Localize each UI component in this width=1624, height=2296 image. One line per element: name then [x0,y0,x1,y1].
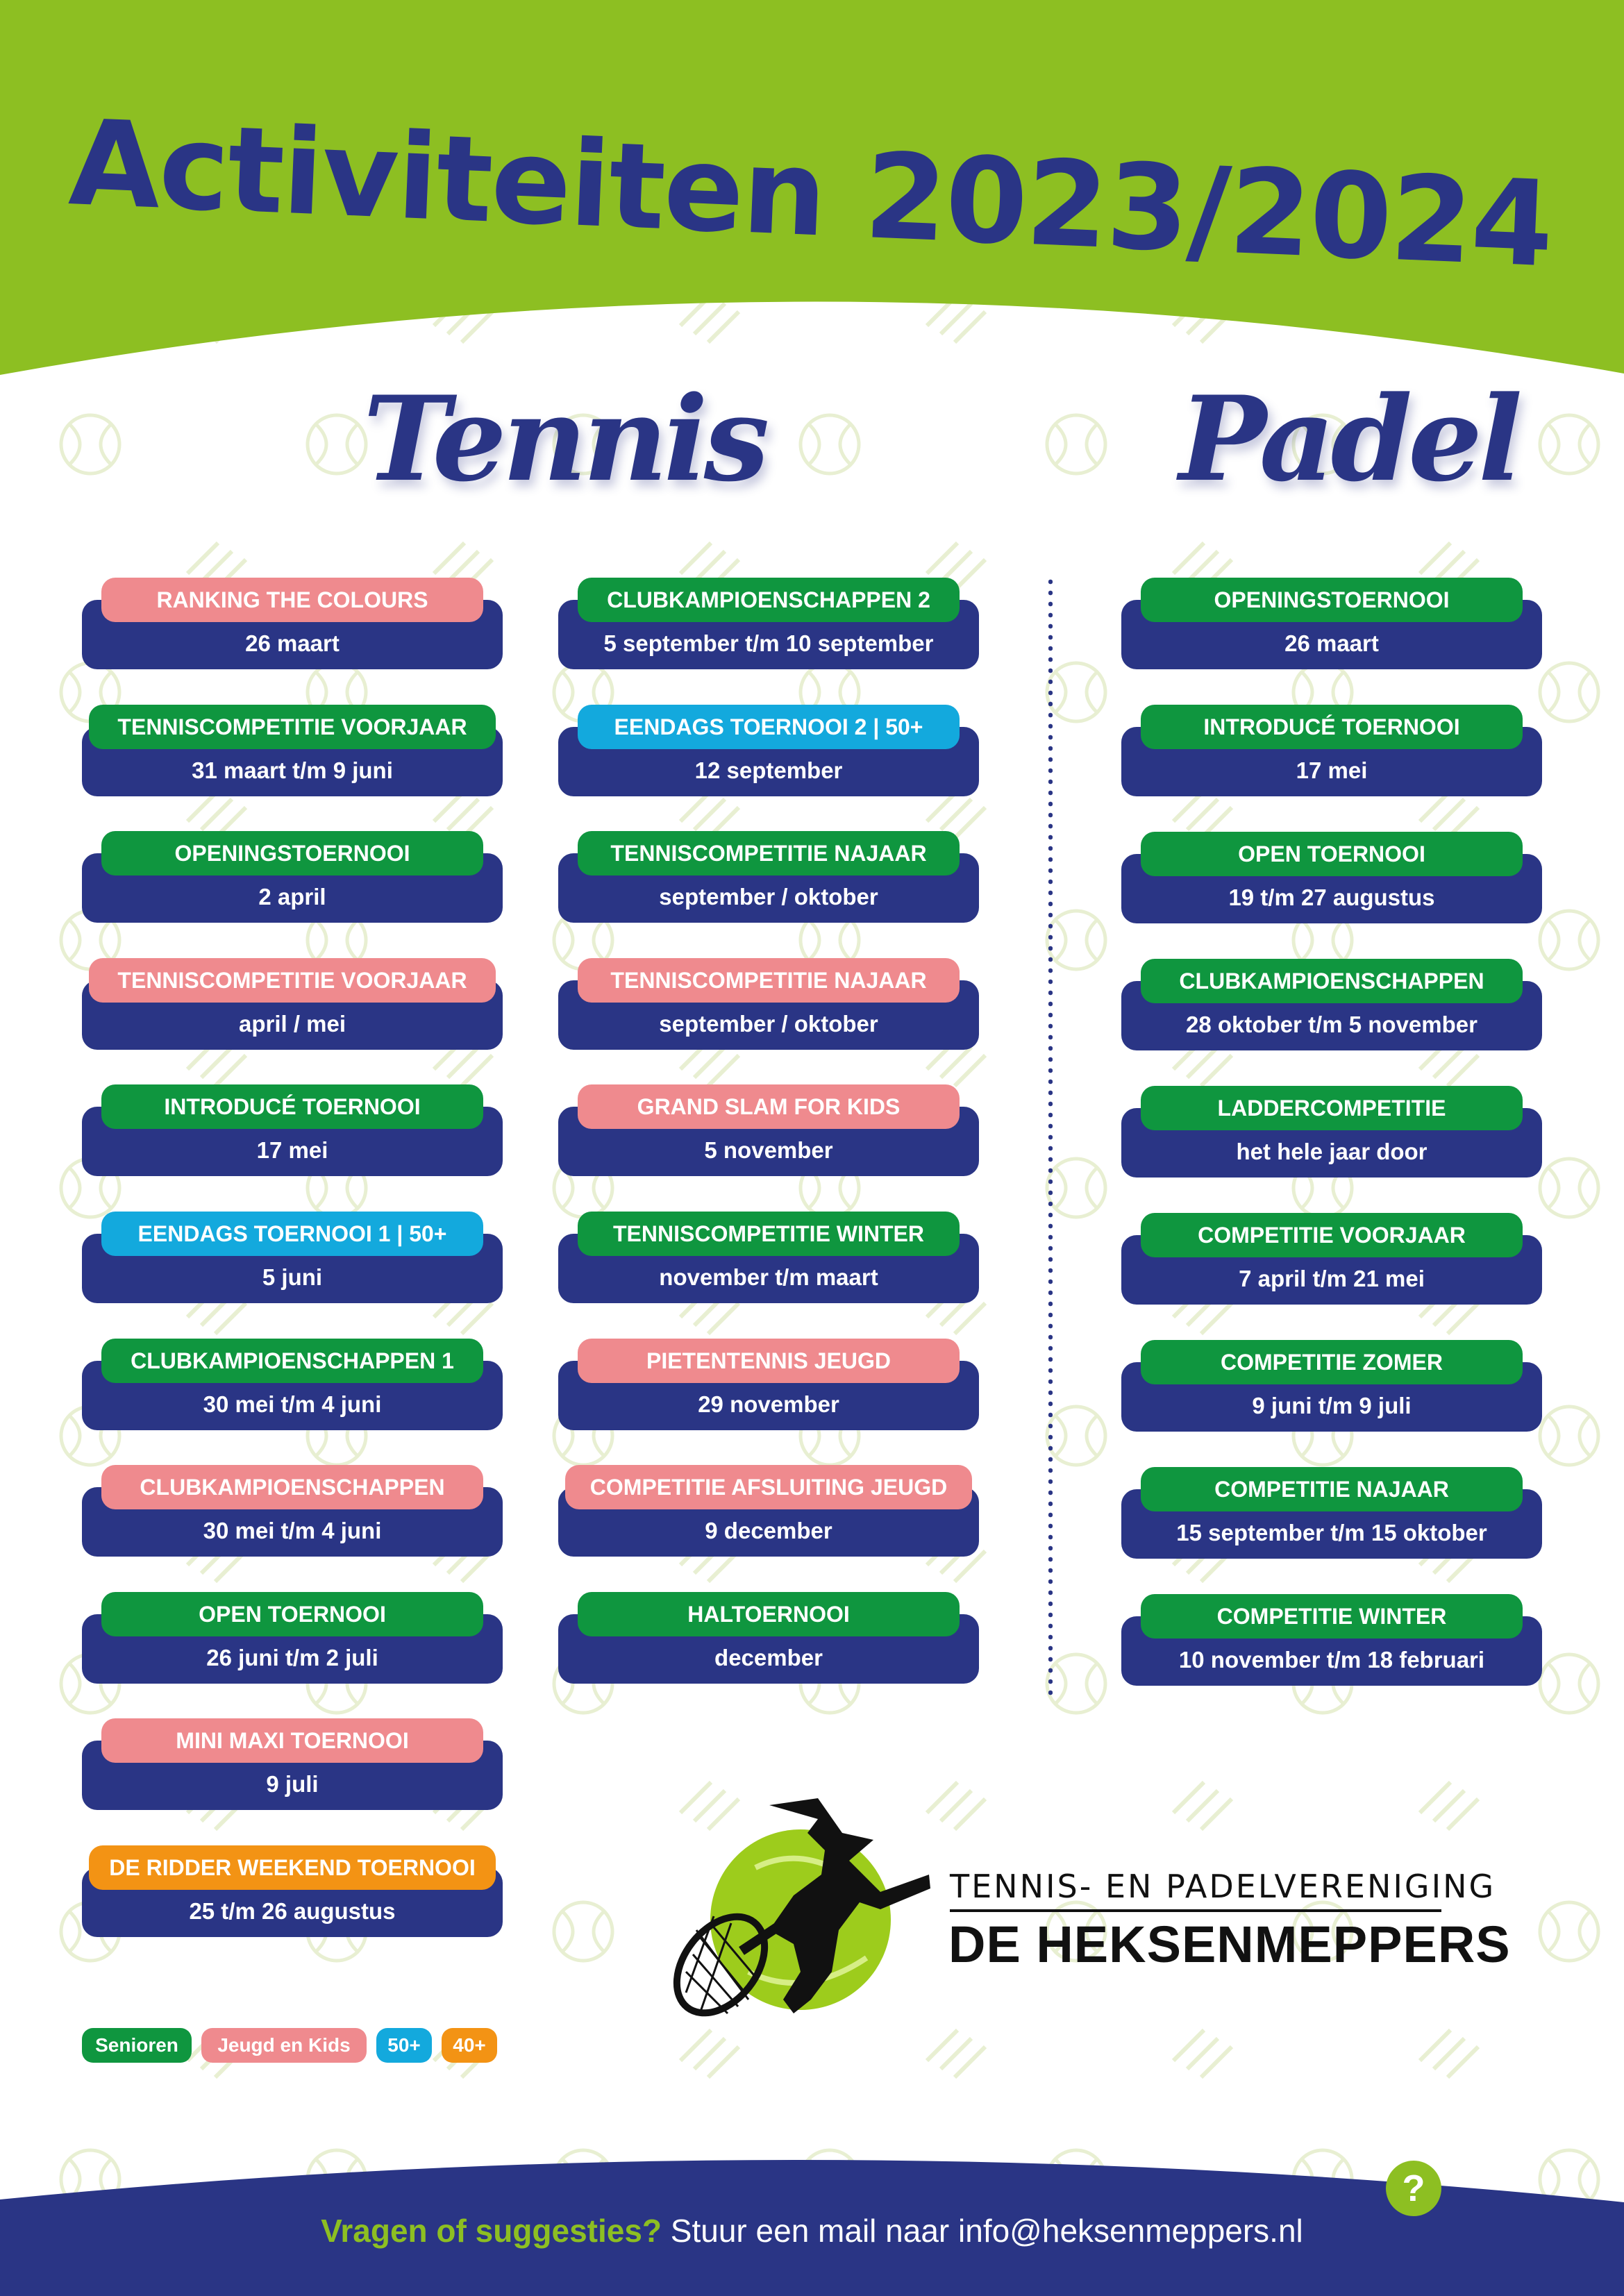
activity-card [82,1845,503,1938]
activity-date: 10 november t/m 18 februari [1121,1616,1542,1686]
activity-card [1121,1340,1542,1433]
activity-name: OPENINGSTOERNOOI [1141,578,1523,622]
activity-card [82,1084,503,1178]
activity-name: LADDERCOMPETITIE [1141,1086,1523,1130]
activity-name: OPENINGSTOERNOOI [101,831,483,875]
padel-heading: Padel [1179,370,1518,508]
activity-date: 5 november [558,1107,979,1176]
activity-date: 9 juli [82,1741,503,1810]
activity-name: DE RIDDER WEEKEND TOERNOOI [89,1845,496,1890]
activity-card [1121,1213,1542,1306]
activity-date: 17 mei [82,1107,503,1176]
activity-name: COMPETITIE ZOMER [1141,1340,1523,1384]
activity-name: TENNISCOMPETITIE WINTER [578,1212,960,1256]
activity-date: september / oktober [558,980,979,1050]
activity-date: november t/m maart [558,1234,979,1303]
activity-card [82,1592,503,1685]
activity-date: 7 april t/m 21 mei [1121,1235,1542,1305]
tennis-heading: Tennis [363,370,766,508]
brand-tagline: TENNIS- EN PADELVERENIGING [950,1868,1496,1905]
page-title: Activiteiten 2023/2024 [66,94,1555,294]
activity-card [558,705,979,798]
activity-name: TENNISCOMPETITIE VOORJAAR [89,705,496,749]
activity-date: 29 november [558,1361,979,1430]
activity-date: 12 september [558,727,979,796]
activity-date: 31 maart t/m 9 juni [82,727,503,796]
activity-card [558,578,979,671]
activity-name: INTRODUCÉ TOERNOOI [1141,705,1523,749]
activity-date: 15 september t/m 15 oktober [1121,1489,1542,1559]
activity-card [1121,1086,1542,1179]
activity-date: 9 december [558,1487,979,1557]
activity-name: CLUBKAMPIOENSCHAPPEN 2 [578,578,960,622]
activity-date: september / oktober [558,853,979,923]
activity-card [558,831,979,924]
activity-card [82,1465,503,1558]
activity-name: PIETENTENNIS JEUGD [578,1339,960,1383]
activity-name: INTRODUCÉ TOERNOOI [101,1084,483,1129]
activity-name: COMPETITIE WINTER [1141,1594,1523,1639]
activity-name: TENNISCOMPETITIE VOORJAAR [89,958,496,1003]
activity-date: december [558,1614,979,1684]
activity-date: 26 juni t/m 2 juli [82,1614,503,1684]
activity-name: TENNISCOMPETITIE NAJAAR [578,831,960,875]
activity-name: RANKING THE COLOURS [101,578,483,622]
footer-text [0,2212,1624,2249]
legend-item: Senioren [82,2028,192,2063]
activity-card [1121,959,1542,1052]
legend-item: 40+ [442,2028,497,2063]
brand-name: DE HEKSENMEPPERS [948,1916,1511,1973]
legend-item: 50+ [376,2028,432,2063]
activity-date: 5 juni [82,1234,503,1303]
activity-card [1121,705,1542,798]
activity-name: MINI MAXI TOERNOOI [101,1718,483,1763]
activity-date: 28 oktober t/m 5 november [1121,981,1542,1050]
activity-card [1121,832,1542,925]
activity-date: 26 maart [82,600,503,669]
activity-card [82,958,503,1051]
activity-card [1121,1467,1542,1560]
question-badge: ? [1386,2161,1441,2216]
activity-date: 5 september t/m 10 september [558,600,979,669]
activity-date: 30 mei t/m 4 juni [82,1487,503,1557]
activity-name: CLUBKAMPIOENSCHAPPEN 1 [101,1339,483,1383]
activity-card [82,831,503,924]
activity-name: HALTOERNOOI [578,1592,960,1636]
activity-date: het hele jaar door [1121,1108,1542,1178]
activity-date: 25 t/m 26 augustus [82,1868,503,1937]
footer-question: Vragen of suggesties? [321,2213,662,2249]
brand-divider [950,1909,1441,1912]
activity-name: COMPETITIE VOORJAAR [1141,1213,1523,1257]
activity-card [82,1718,503,1811]
activity-card [82,1339,503,1432]
activity-date: 30 mei t/m 4 juni [82,1361,503,1430]
activity-date: 9 juni t/m 9 juli [1121,1362,1542,1432]
activity-name: CLUBKAMPIOENSCHAPPEN [1141,959,1523,1003]
activity-name: COMPETITIE NAJAAR [1141,1467,1523,1511]
activity-card [558,958,979,1051]
activity-card [558,1212,979,1305]
activity-name: EENDAGS TOERNOOI 1 | 50+ [101,1212,483,1256]
witch-logo-icon [672,1791,936,2027]
legend-item: Jeugd en Kids [201,2028,367,2063]
activity-date: 2 april [82,853,503,923]
activity-date: 26 maart [1121,600,1542,669]
activity-card [1121,1594,1542,1687]
activity-date: 19 t/m 27 augustus [1121,854,1542,923]
activity-name: OPEN TOERNOOI [1141,832,1523,876]
activity-card [558,1465,979,1558]
activity-name: EENDAGS TOERNOOI 2 | 50+ [578,705,960,749]
footer-contact: Stuur een mail naar info@heksenmeppers.nl [662,2213,1303,2249]
activity-name: GRAND SLAM FOR KIDS [578,1084,960,1129]
activity-name: TENNISCOMPETITIE NAJAAR [578,958,960,1003]
activity-card [82,705,503,798]
activity-name: COMPETITIE AFSLUITING JEUGD [565,1465,972,1509]
activity-card [558,1592,979,1685]
activity-card [558,1084,979,1178]
activity-card [1121,578,1542,671]
activity-card [82,578,503,671]
activity-date: april / mei [82,980,503,1050]
activity-card [82,1212,503,1305]
activity-card [558,1339,979,1432]
activity-date: 17 mei [1121,727,1542,796]
activity-name: CLUBKAMPIOENSCHAPPEN [101,1465,483,1509]
activity-name: OPEN TOERNOOI [101,1592,483,1636]
column-divider [1048,576,1053,1695]
